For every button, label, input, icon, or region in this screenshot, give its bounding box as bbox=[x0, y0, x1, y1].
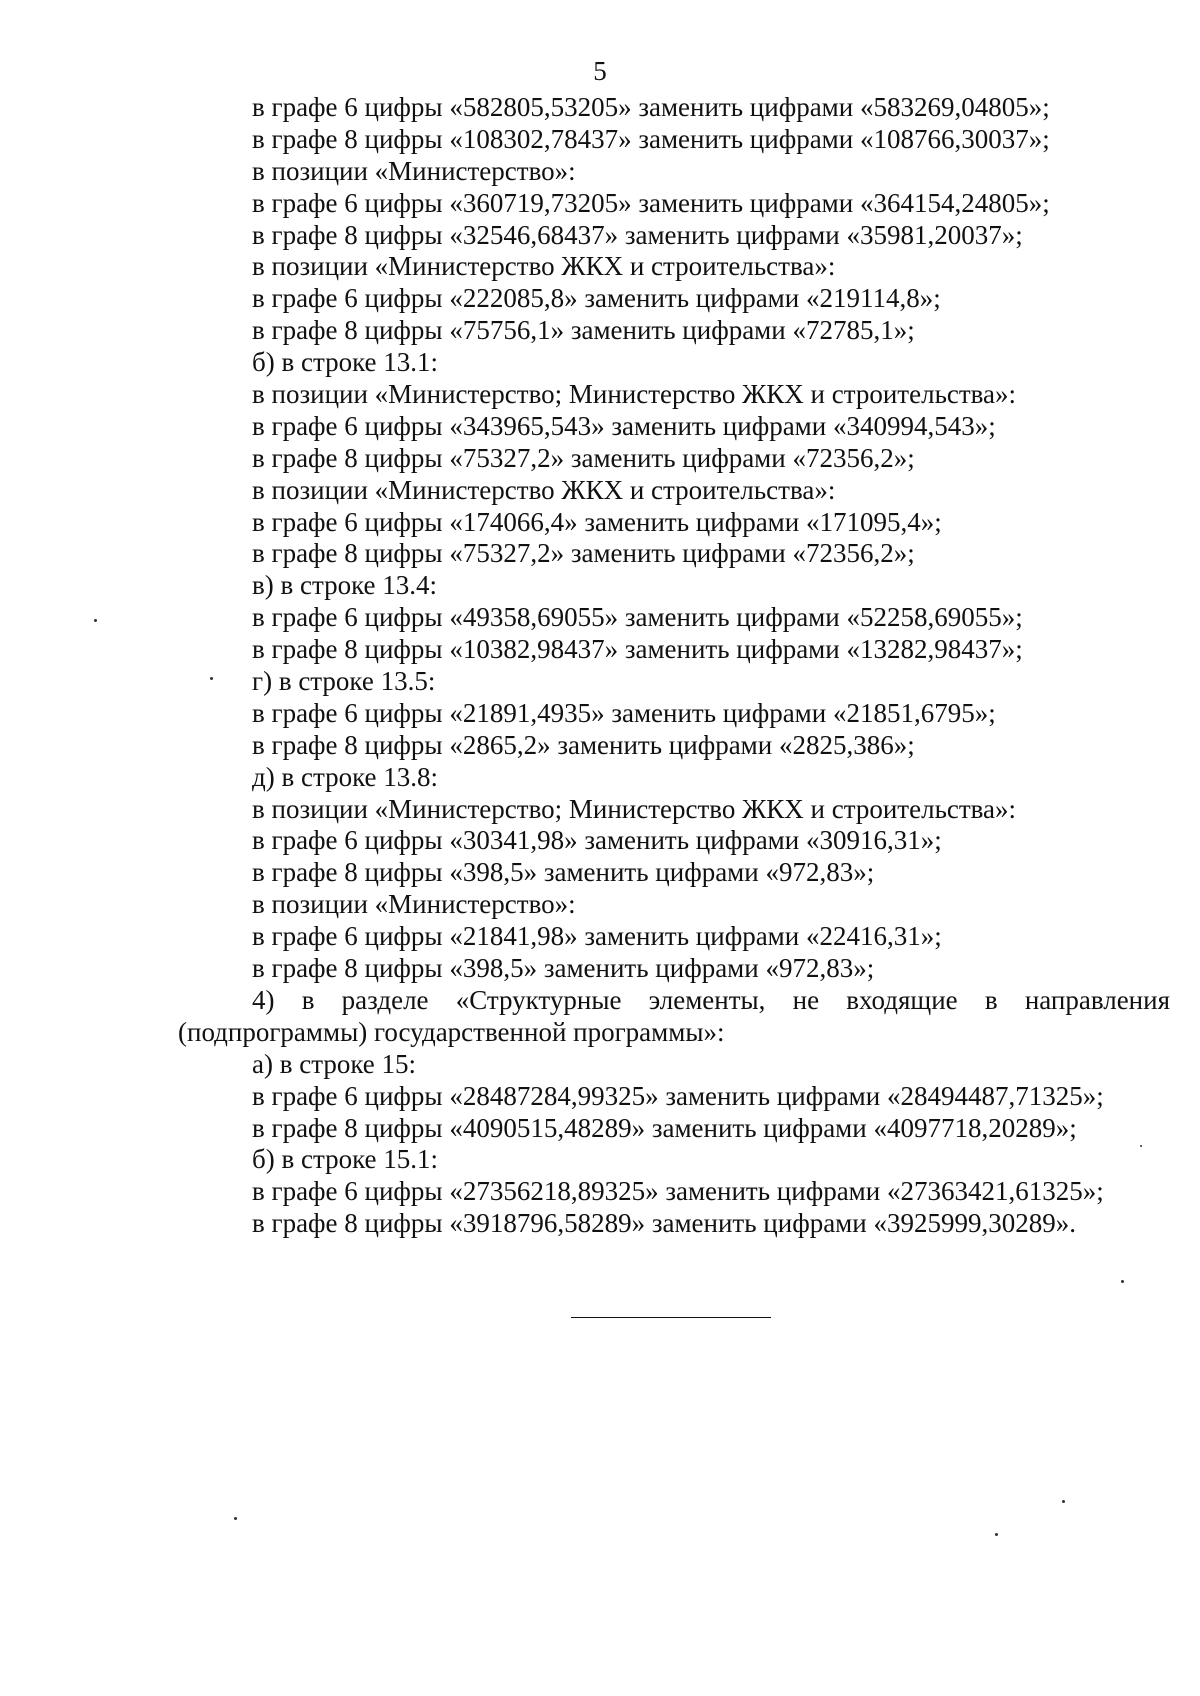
text-line: в позиции «Министерство»: bbox=[252, 889, 576, 920]
text-line: б) в строке 13.1: bbox=[252, 347, 439, 378]
text-line: в графе 6 цифры «343965,543» заменить цифрами «340994,543»; bbox=[252, 410, 996, 441]
section-heading-continuation: (подпрограммы) государственной программы»: bbox=[178, 1016, 725, 1047]
section-heading-line: 4) в разделе «Структурные элементы, не входящие в направления bbox=[252, 984, 1170, 1015]
end-separator-line bbox=[571, 1317, 771, 1318]
text-line: в графе 6 цифры «222085,8» заменить цифрами «219114,8»; bbox=[252, 283, 941, 314]
text-line: в графе 8 цифры «32546,68437» заменить цифрами «35981,20037»; bbox=[252, 219, 1023, 250]
text-line: в графе 8 цифры «75756,1» заменить цифрами «72785,1»; bbox=[252, 315, 915, 346]
scan-speck bbox=[234, 1517, 237, 1520]
text-line: в графе 6 цифры «27356218,89325» заменить цифрами «27363421,61325»; bbox=[252, 1176, 1104, 1207]
text-line: в графе 8 цифры «75327,2» заменить цифрами «72356,2»; bbox=[252, 442, 915, 473]
scan-speck bbox=[210, 677, 213, 680]
scan-speck bbox=[94, 619, 97, 622]
text-line: в) в строке 13.4: bbox=[252, 570, 438, 601]
scan-speck bbox=[1121, 1280, 1124, 1283]
text-line: д) в строке 13.8: bbox=[252, 761, 439, 792]
text-line: в позиции «Министерство; Министерство ЖКХ и строительства»: bbox=[252, 379, 1017, 410]
text-line: в графе 6 цифры «21841,98» заменить цифрами «22416,31»; bbox=[252, 921, 942, 952]
text-line: в графе 6 цифры «21891,4935» заменить цифрами «21851,6795»; bbox=[252, 697, 996, 728]
scan-speck bbox=[1140, 1145, 1142, 1147]
text-line: в позиции «Министерство ЖКХ и строительства»: bbox=[252, 474, 836, 505]
text-line: в графе 6 цифры «30341,98» заменить цифрами «30916,31»; bbox=[252, 825, 942, 856]
text-line: в графе 6 цифры «360719,73205» заменить цифрами «364154,24805»; bbox=[252, 187, 1050, 218]
text-line: в графе 8 цифры «398,5» заменить цифрами «972,83»; bbox=[252, 857, 875, 888]
text-line: в графе 8 цифры «3918796,58289» заменить цифрами «3925999,30289». bbox=[252, 1208, 1076, 1239]
text-line: в графе 8 цифры «108302,78437» заменить цифрами «108766,30037»; bbox=[252, 123, 1050, 154]
text-line: в позиции «Министерство»: bbox=[252, 155, 576, 186]
text-line: в позиции «Министерство ЖКХ и строительства»: bbox=[252, 251, 836, 282]
text-line: в графе 6 цифры «582805,53205» заменить цифрами «583269,04805»; bbox=[252, 92, 1050, 122]
text-line: в графе 8 цифры «10382,98437» заменить цифрами «13282,98437»; bbox=[252, 634, 1023, 665]
amendment-text bbox=[178, 92, 1170, 1240]
text-line: в графе 8 цифры «398,5» заменить цифрами «972,83»; bbox=[252, 953, 875, 984]
text-line: а) в строке 15: bbox=[252, 1048, 417, 1079]
text-line: в позиции «Министерство; Министерство ЖКХ и строительства»: bbox=[252, 793, 1017, 824]
scan-speck bbox=[995, 1533, 998, 1536]
text-line: в графе 6 цифры «28487284,99325» заменить цифрами «28494487,71325»; bbox=[252, 1080, 1104, 1111]
scan-speck bbox=[1062, 1500, 1065, 1503]
text-line: в графе 8 цифры «2865,2» заменить цифрами «2825,386»; bbox=[252, 729, 915, 760]
text-line: в графе 8 цифры «75327,2» заменить цифрами «72356,2»; bbox=[252, 538, 915, 569]
text-line: г) в строке 13.5: bbox=[252, 666, 436, 697]
text-line: б) в строке 15.1: bbox=[252, 1144, 439, 1175]
text-line: в графе 6 цифры «49358,69055» заменить цифрами «52258,69055»; bbox=[252, 602, 1023, 633]
text-line: в графе 8 цифры «4090515,48289» заменить цифрами «4097718,20289»; bbox=[252, 1112, 1077, 1143]
text-line: в графе 6 цифры «174066,4» заменить цифрами «171095,4»; bbox=[252, 506, 942, 537]
page-number: 5 bbox=[593, 56, 607, 86]
